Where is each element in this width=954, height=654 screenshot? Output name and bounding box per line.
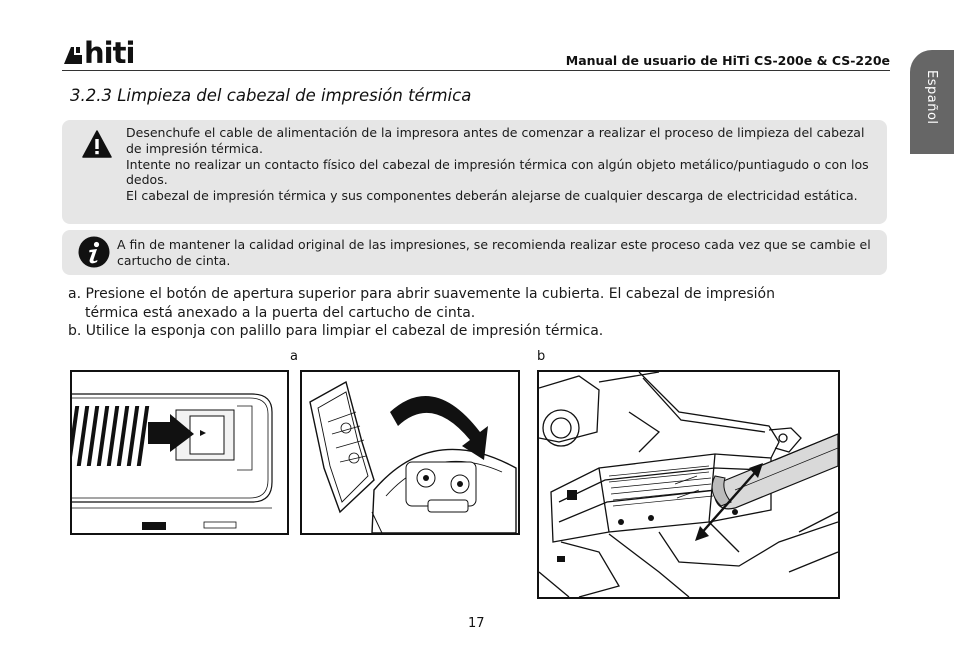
document-title: Manual de usuario de HiTi CS-200e & CS-220e xyxy=(565,53,890,68)
page-number: 17 xyxy=(468,616,485,631)
info-icon xyxy=(78,236,110,268)
illustration-clean-print-head xyxy=(537,370,840,599)
warning-line-3: El cabezal de impresión térmica y sus componentes deberán alejarse de cualquier descarga de electricidad estática. xyxy=(126,188,858,204)
warning-line-1: Desenchufe el cable de alimentación de la impresora antes de comenzar a realizar el proceso de limpieza del cabezal de impresión térmica. xyxy=(126,125,865,156)
section-title: 3.2.3 Limpieza del cabezal de impresión térmica xyxy=(70,86,472,105)
header-divider xyxy=(62,70,890,71)
step-b: b. Utilice la esponja con palillo para limpiar el cabezal de impresión térmica. xyxy=(68,323,604,339)
warning-text xyxy=(126,125,884,204)
step-a-line-2: térmica está anexado a la puerta del cartucho de cinta. xyxy=(85,304,476,321)
hiti-logo xyxy=(62,36,144,70)
info-text-paragraph: A fin de mantener la calidad original de las impresiones, se recomienda realizar este proceso cada vez que se cambie el cartucho de cinta. xyxy=(117,237,871,268)
warning-icon xyxy=(82,130,112,158)
figure-label-b: b xyxy=(537,349,546,364)
logo-mark-icon xyxy=(62,44,84,66)
illustration-open-button xyxy=(70,370,289,535)
warning-box xyxy=(62,120,887,224)
language-tab-label: Español xyxy=(924,70,939,125)
instruction-steps xyxy=(68,285,848,341)
illustration-open-cover xyxy=(300,370,520,535)
info-text xyxy=(117,237,883,269)
logo-text: hiti xyxy=(84,36,135,70)
figure-label-a: a xyxy=(290,349,298,364)
language-tab xyxy=(910,50,954,154)
step-a-line-1: a. Presione el botón de apertura superior para abrir suavemente la cubierta. El cabezal de impresión xyxy=(68,286,775,302)
info-box xyxy=(62,230,887,275)
warning-line-2: Intente no realizar un contacto físico del cabezal de impresión térmica con algún objeto metálico/puntiagudo o con los dedos. xyxy=(126,156,869,188)
